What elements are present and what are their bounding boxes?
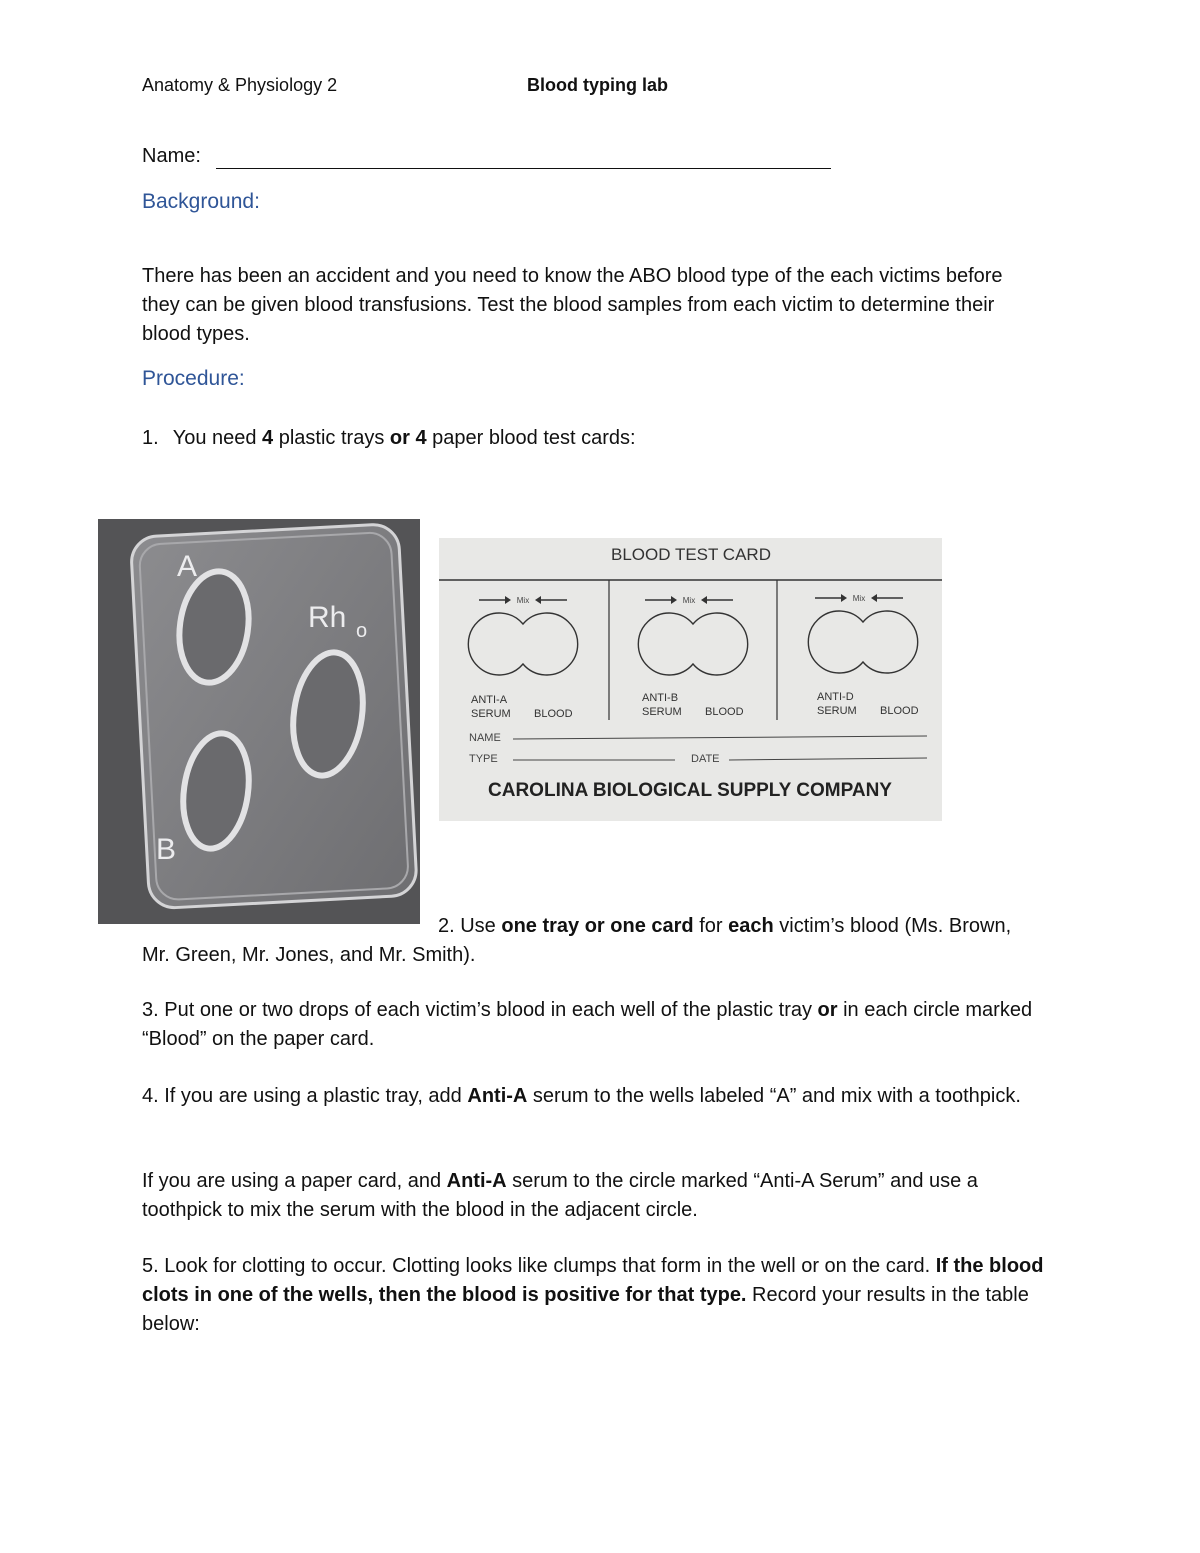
svg-text:BLOOD: BLOOD (880, 705, 919, 717)
step-4-paper-card: If you are using a paper card, and Anti-A serum to the circle marked “Anti-A Serum” and use a toothpick to mix the serum with the blood in the adjacent circle. (142, 1170, 978, 1221)
tray-label-a: A (177, 550, 198, 583)
background-heading: Background: (142, 190, 260, 213)
lab-title: Blood typing lab (527, 75, 668, 95)
svg-text:ANTI-A: ANTI-A (471, 694, 508, 706)
course-title: Anatomy & Physiology 2 (142, 75, 338, 95)
card-date-label: DATE (691, 753, 720, 765)
step-2-cont: Mr. Green, Mr. Jones, and Mr. Smith). (142, 944, 476, 966)
svg-text:SERUM: SERUM (817, 705, 857, 717)
step-5: 5. Look for clotting to occur. Clotting looks like clumps that form in the well or on the card. If the blood clots in one of the wells, then the blood is positive for that type. Record your results in the table below: (142, 1255, 1044, 1335)
card-company: CAROLINA BIOLOGICAL SUPPLY COMPANY (488, 780, 892, 801)
svg-text:BLOOD: BLOOD (534, 708, 573, 720)
blood-test-card-photo (439, 538, 942, 821)
step-2: 2. Use one tray or one card for each victim’s blood (Ms. Brown, (438, 915, 1012, 937)
tray-label-rh-sub: o (356, 620, 368, 642)
step-4: 4. If you are using a plastic tray, add Anti-A serum to the wells labeled “A” and mix with a toothpick. (142, 1085, 1021, 1107)
step-1-number: 1. (142, 427, 159, 449)
tray-label-rh: Rh (308, 601, 347, 634)
svg-text:ANTI-B: ANTI-B (642, 692, 679, 704)
svg-text:Mix: Mix (852, 594, 866, 603)
svg-text:BLOOD: BLOOD (705, 706, 744, 718)
card-name-label: NAME (469, 732, 501, 744)
name-blank-line (216, 168, 831, 169)
svg-text:SERUM: SERUM (642, 706, 682, 718)
name-label: Name: (142, 145, 201, 167)
svg-text:ANTI-D: ANTI-D (817, 691, 854, 703)
svg-text:Mix: Mix (682, 596, 696, 605)
procedure-heading: Procedure: (142, 367, 245, 390)
svg-text:SERUM: SERUM (471, 708, 511, 720)
background-text: There has been an accident and you need to know the ABO blood type of the each victims before they can be given blood transfusions. Test the blood samples from each victim to determine their blood types. (142, 265, 1003, 345)
card-type-label: TYPE (469, 753, 498, 765)
step-1: 1. You need 4 plastic trays or 4 paper blood test cards: (142, 427, 636, 449)
step-3: 3. Put one or two drops of each victim’s blood in each well of the plastic tray or in each circle marked “Blood” on the paper card. (142, 999, 1033, 1050)
svg-text:Mix: Mix (516, 596, 530, 605)
tray-label-b: B (156, 833, 177, 866)
card-title: BLOOD TEST CARD (611, 545, 771, 564)
plastic-tray-photo (98, 519, 420, 924)
